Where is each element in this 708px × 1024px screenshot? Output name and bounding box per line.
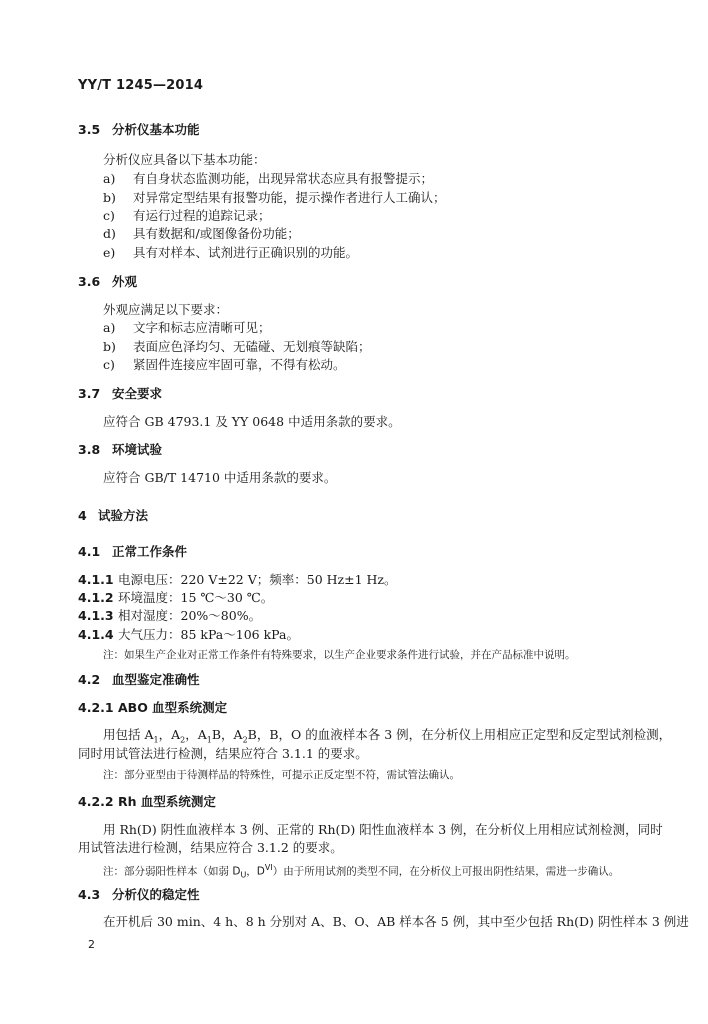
section-4-2-1-paragraph-line-1: 用包括 $A_1$，$A_2$，$A_1B$，$A_2B$，B，O 的血液样本各 3 例，在分析仪上用相应正定型和反定型试剂检测， [103,727,672,745]
list-item: a) 有自身状态监测功能，出现异常状态应具有报警提示； [103,171,434,186]
list-item: e) 具有对样本、试剂进行正确识别的功能。 [103,245,359,260]
section-4-2-2-paragraph-line-2: 用试管法进行检测，结果应符合 3.1.2 的要求。 [78,840,343,855]
section-4-2-1-note: 注：部分亚型由于待测样品的特殊性，可提示正反定型不符，需试管法确认。 [103,769,460,781]
section-4-3-paragraph-line-1: 在开机后 30 min、4 h、8 h 分别对 A、B、O、AB 样本各 5 例，其中至少包括 Rh(D) 阴性样本 3 例进 [103,914,689,929]
list-item: c) 紧固件连接应牢固可靠，不得有松动。 [103,357,346,372]
section-4-2-2-heading: 4.2.2 Rh 血型系统测定 [78,794,216,809]
section-3-8-heading: 3.8 环境试验 [78,442,163,457]
section-3-5-heading: 3.5 分析仪基本功能 [78,122,200,137]
list-item: a) 文字和标志应清晰可见； [103,320,271,335]
clause-4-1-3: 4.1.3 相对湿度：20%～80%。 [78,608,262,623]
section-4-1-heading: 4.1 正常工作条件 [78,544,188,559]
section-4-1-note: 注：如果生产企业对正常工作条件有特殊要求，以生产企业要求条件进行试验，并在产品标准中说明。 [103,649,576,661]
section-3-6-intro: 外观应满足以下要求： [103,302,229,317]
section-3-5-intro: 分析仪应具备以下基本功能： [103,152,266,167]
section-4-2-2-paragraph-line-1: 用 Rh(D) 阴性血液样本 3 例、正常的 Rh(D) 阳性血液样本 3 例，在分析仪上用相应试剂检测，同时 [103,822,663,837]
clause-4-1-4: 4.1.4 大气压力：85 kPa～106 kPa。 [78,627,299,642]
section-3-8-text: 应符合 GB/T 14710 中适用条款的要求。 [103,470,337,485]
clause-4-1-2: 4.1.2 环境温度：15 ℃～30 ℃。 [78,590,274,605]
section-4-2-1-heading: 4.2.1 ABO 血型系统测定 [78,700,228,715]
section-4-2-2-note: 注：部分弱阳性样本（如弱 $D_U$，$D^{VI}$）由于所用试剂的类型不同，在分析仪上可报出阴性结果，需进一步确认。 [103,863,620,880]
section-3-7-text: 应符合 GB 4793.1 及 YY 0648 中适用条款的要求。 [103,414,401,429]
section-3-7-heading: 3.7 安全要求 [78,386,163,401]
section-4-2-1-paragraph-line-2: 同时用试管法进行检测，结果应符合 3.1.1 的要求。 [78,746,368,761]
standard-code-header: YY/T 1245—2014 [78,78,204,93]
list-item: b) 表面应色泽均匀、无磕碰、无划痕等缺陷； [103,339,371,354]
list-item: d) 具有数据和/或图像备份功能； [103,226,300,241]
list-item: c) 有运行过程的追踪记录； [103,208,271,223]
list-item: b) 对异常定型结果有报警功能，提示操作者进行人工确认； [103,190,446,205]
section-4-heading: 4 试验方法 [78,508,149,523]
section-4-3-heading: 4.3 分析仪的稳定性 [78,887,200,902]
page-number: 2 [88,938,95,951]
section-4-2-heading: 4.2 血型鉴定准确性 [78,672,200,687]
clause-4-1-1: 4.1.1 电源电压：220 V±22 V；频率：50 Hz±1 Hz。 [78,572,397,587]
section-3-6-heading: 3.6 外观 [78,274,138,289]
